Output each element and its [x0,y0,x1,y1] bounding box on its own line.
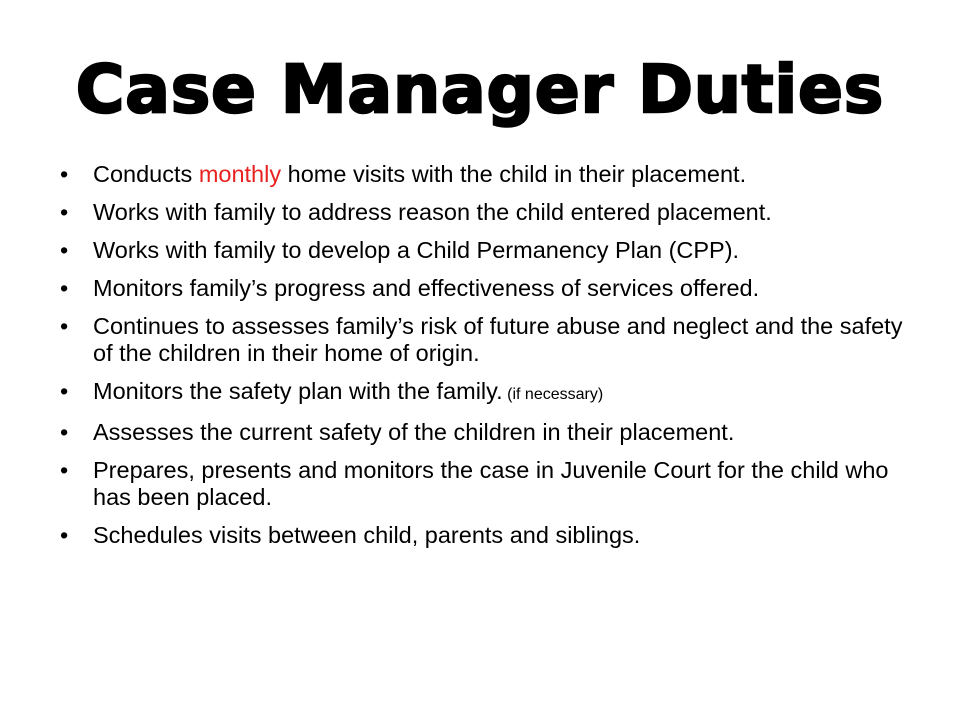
bullet-icon: • [60,161,69,187]
bullet-item [60,378,920,408]
slide-title: Case Manager Duties [75,51,885,128]
bullet-text: Schedules visits between child, parents and siblings. [93,522,641,548]
bullet-icon: • [60,237,69,263]
bullet-text: Works with family to develop a Child Permanency Plan (CPP). [93,237,740,263]
bullet-item [60,237,920,264]
bullet-list [60,161,920,560]
bullet-item [60,419,920,446]
bullet-text: Works with family to address reason the child entered placement. [93,199,772,225]
bullet-item [60,522,920,549]
bullet-item [60,161,920,188]
bullet-item [60,457,920,511]
bullet-icon: • [60,199,69,225]
bullet-item [60,275,920,302]
bullet-text: Continues to assesses family’s risk of future abuse and neglect and the safety of the children in their home of origin. [93,313,903,366]
bullet-item [60,199,920,226]
bullet-icon: • [60,419,69,445]
highlighted-word: monthly [198,161,282,187]
bullet-icon: • [60,378,69,404]
bullet-item [60,313,920,367]
bullet-text: home visits with the child in their placement. [281,161,747,187]
bullet-icon: • [60,457,69,483]
bullet-text: Prepares, presents and monitors the case in Juvenile Court for the child who has been placed. [93,457,889,510]
bullet-note: (if necessary) [502,386,604,403]
bullet-text: Assesses the current safety of the children in their placement. [93,419,735,445]
bullet-text: Monitors family’s progress and effectiveness of services offered. [93,275,760,301]
bullet-icon: • [60,275,69,301]
bullet-text: Conducts [93,161,199,187]
bullet-text: Monitors the safety plan with the family. [93,378,503,404]
bullet-icon: • [60,313,69,339]
bullet-icon: • [60,522,69,548]
